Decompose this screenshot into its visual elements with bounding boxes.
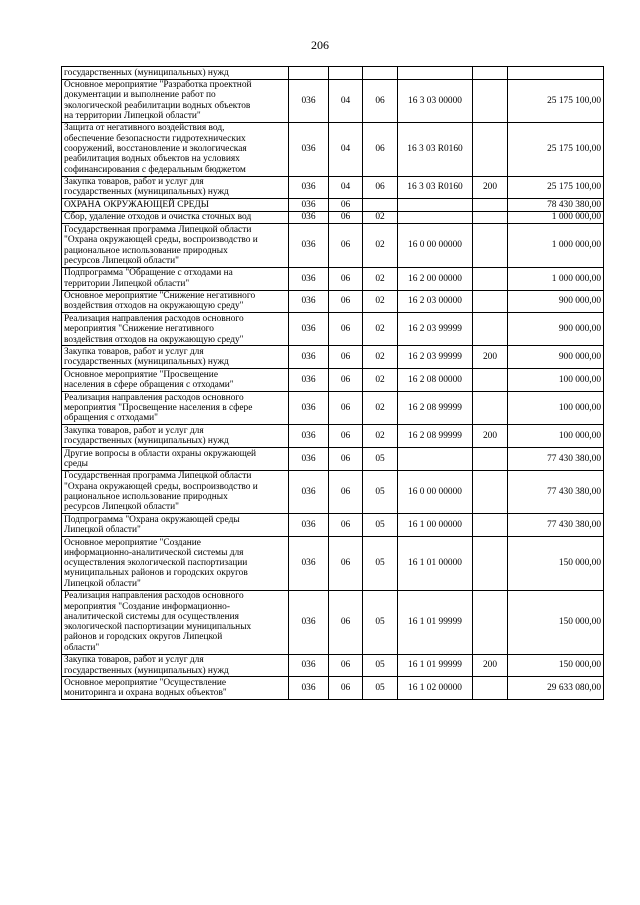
table-row (62, 654, 604, 677)
section-code-cell: 06 (329, 290, 363, 313)
amount-cell: 100 000,00 (508, 369, 604, 392)
item-name-line: государственных (муниципальных) нужд (64, 665, 229, 676)
table-row (62, 176, 604, 199)
item-name-line: рациональное использование природных (64, 491, 228, 502)
expense-type-cell (473, 290, 508, 313)
expense-type-cell (473, 67, 508, 80)
section-code-cell: 06 (329, 211, 363, 224)
amount-cell: 1 000 000,00 (508, 211, 604, 224)
item-name-line: софинансирования с федеральным бюджетом (64, 164, 246, 175)
expense-type-cell (473, 79, 508, 122)
table-row (62, 224, 604, 267)
subsection-code-cell: 05 (363, 470, 398, 513)
table-row (62, 313, 604, 346)
table-row (62, 425, 604, 448)
target-article-cell: 16 2 08 00000 (398, 369, 473, 392)
section-code-cell: 04 (329, 79, 363, 122)
item-name-line: реабилитация водных объектов на условиях (64, 154, 240, 165)
item-name-line: информационно-аналитической системы для (64, 547, 244, 558)
item-name-line: Основное мероприятие "Разработка проектной (64, 80, 252, 91)
item-name-cell (62, 470, 289, 513)
grbs-code-cell: 036 (289, 290, 329, 313)
item-name-line: Реализация направления расходов основного (64, 392, 244, 403)
subsection-code-cell: 06 (363, 176, 398, 199)
item-name-line: государственных (муниципальных) нужд (64, 187, 229, 198)
subsection-code-cell: 02 (363, 211, 398, 224)
amount-cell: 900 000,00 (508, 313, 604, 346)
subsection-code-cell: 05 (363, 590, 398, 654)
item-name-line: Реализация направления расходов основного (64, 313, 244, 324)
expense-type-cell (473, 369, 508, 392)
table-row (62, 470, 604, 513)
subsection-code-cell: 06 (363, 79, 398, 122)
amount-cell: 25 175 100,00 (508, 79, 604, 122)
amount-cell: 150 000,00 (508, 536, 604, 590)
table-row (62, 211, 604, 224)
subsection-code-cell (363, 67, 398, 80)
budget-table (61, 66, 604, 700)
grbs-code-cell: 036 (289, 425, 329, 448)
amount-cell (508, 67, 604, 80)
subsection-code-cell: 02 (363, 267, 398, 290)
target-article-cell: 16 0 00 00000 (398, 470, 473, 513)
item-name-line: Подпрограмма "Охрана окружающей среды (64, 514, 240, 525)
item-name-line: ОХРАНА ОКРУЖАЮЩЕЙ СРЕДЫ (64, 199, 209, 210)
item-name-cell (62, 199, 289, 212)
item-name-line: на территории Липецкой области" (64, 110, 201, 121)
item-name-line: Основное мероприятие "Создание (64, 537, 201, 548)
subsection-code-cell: 02 (363, 425, 398, 448)
item-name-cell (62, 211, 289, 224)
page-number: 206 (311, 38, 329, 52)
target-article-cell: 16 1 00 00000 (398, 514, 473, 537)
item-name-line: Сбор, удаление отходов и очистка сточных вод (64, 212, 252, 223)
grbs-code-cell: 036 (289, 447, 329, 470)
item-name-line: "Охрана окружающей среды, воспроизводство и (64, 481, 258, 492)
table-row (62, 267, 604, 290)
item-name-cell (62, 590, 289, 654)
section-code-cell: 06 (329, 514, 363, 537)
target-article-cell: 16 2 08 99999 (398, 425, 473, 448)
amount-cell: 77 430 380,00 (508, 514, 604, 537)
target-article-cell: 16 1 01 99999 (398, 654, 473, 677)
item-name-line: Закупка товаров, работ и услуг для (64, 177, 204, 188)
target-article-cell: 16 0 00 00000 (398, 224, 473, 267)
section-code-cell: 06 (329, 392, 363, 425)
grbs-code-cell: 036 (289, 313, 329, 346)
subsection-code-cell: 02 (363, 392, 398, 425)
section-code-cell: 04 (329, 176, 363, 199)
target-article-cell: 16 1 02 00000 (398, 677, 473, 700)
table-row (62, 447, 604, 470)
expense-type-cell (473, 211, 508, 224)
amount-cell: 1 000 000,00 (508, 267, 604, 290)
item-name-line: рациональное использование природных (64, 245, 228, 256)
section-code-cell: 06 (329, 199, 363, 212)
subsection-code-cell: 05 (363, 536, 398, 590)
grbs-code-cell: 036 (289, 176, 329, 199)
subsection-code-cell: 02 (363, 313, 398, 346)
target-article-cell (398, 211, 473, 224)
item-name-line: государственных (муниципальных) нужд (64, 67, 229, 78)
expense-type-cell (473, 313, 508, 346)
item-name-line: обращения с отходами" (64, 413, 158, 424)
item-name-line: Защита от негативного воздействия вод, (64, 123, 225, 134)
subsection-code-cell: 05 (363, 654, 398, 677)
item-name-cell (62, 447, 289, 470)
section-code-cell: 06 (329, 313, 363, 346)
item-name-line: воздействия отходов на окружающую среду" (64, 301, 244, 312)
item-name-line: Другие вопросы в области охраны окружающей (64, 448, 257, 459)
item-name-line: Основное мероприятие "Просвещение (64, 369, 218, 380)
grbs-code-cell: 036 (289, 224, 329, 267)
budget-table-body (62, 67, 604, 700)
amount-cell: 100 000,00 (508, 392, 604, 425)
target-article-cell: 16 2 03 00000 (398, 290, 473, 313)
item-name-line: экологической паспортизации муниципальных (64, 622, 252, 633)
item-name-line: Государственная программа Липецкой области (64, 471, 252, 482)
amount-cell: 900 000,00 (508, 290, 604, 313)
item-name-cell (62, 290, 289, 313)
item-name-line: среды (64, 458, 88, 469)
item-name-line: ресурсов Липецкой области" (64, 255, 179, 266)
target-article-cell: 16 3 03 00000 (398, 79, 473, 122)
grbs-code-cell: 036 (289, 536, 329, 590)
item-name-cell (62, 67, 289, 80)
section-code-cell: 06 (329, 267, 363, 290)
grbs-code-cell: 036 (289, 199, 329, 212)
subsection-code-cell: 05 (363, 514, 398, 537)
expense-type-cell: 200 (473, 425, 508, 448)
grbs-code-cell: 036 (289, 122, 329, 176)
item-name-line: "Охрана окружающей среды, воспроизводство и (64, 235, 258, 246)
table-row (62, 199, 604, 212)
amount-cell: 78 430 380,00 (508, 199, 604, 212)
item-name-line: Государственная программа Липецкой области (64, 224, 252, 235)
amount-cell: 1 000 000,00 (508, 224, 604, 267)
item-name-line: мероприятия "Создание информационно- (64, 601, 230, 612)
subsection-code-cell: 05 (363, 677, 398, 700)
expense-type-cell: 200 (473, 346, 508, 369)
item-name-line: осуществления экологической паспортизации (64, 558, 248, 569)
item-name-cell (62, 79, 289, 122)
expense-type-cell (473, 590, 508, 654)
item-name-line: сооружений, восстановление и экологическая (64, 144, 247, 155)
item-name-line: аналитической системы для осуществления (64, 611, 239, 622)
expense-type-cell (473, 224, 508, 267)
grbs-code-cell: 036 (289, 470, 329, 513)
item-name-cell (62, 392, 289, 425)
expense-type-cell (473, 392, 508, 425)
item-name-line: Закупка товаров, работ и услуг для (64, 655, 204, 666)
grbs-code-cell: 036 (289, 346, 329, 369)
item-name-line: мероприятия "Просвещение населения в сфере (64, 402, 253, 413)
subsection-code-cell: 02 (363, 290, 398, 313)
amount-cell: 77 430 380,00 (508, 470, 604, 513)
section-code-cell: 06 (329, 425, 363, 448)
target-article-cell (398, 199, 473, 212)
target-article-cell (398, 67, 473, 80)
table-row (62, 122, 604, 176)
section-code-cell: 06 (329, 447, 363, 470)
grbs-code-cell: 036 (289, 369, 329, 392)
grbs-code-cell: 036 (289, 514, 329, 537)
amount-cell: 29 633 080,00 (508, 677, 604, 700)
amount-cell: 25 175 100,00 (508, 122, 604, 176)
item-name-line: Закупка товаров, работ и услуг для (64, 425, 204, 436)
subsection-code-cell: 02 (363, 224, 398, 267)
table-row (62, 514, 604, 537)
expense-type-cell (473, 447, 508, 470)
item-name-line: документации и выполнение работ по (64, 90, 216, 101)
item-name-cell (62, 267, 289, 290)
item-name-cell (62, 346, 289, 369)
item-name-line: мероприятия "Снижение негативного (64, 324, 214, 335)
item-name-line: экологической реабилитации водных объектов (64, 100, 251, 111)
item-name-cell (62, 122, 289, 176)
item-name-line: обеспечение безопасности гидротехнических (64, 133, 246, 144)
amount-cell: 25 175 100,00 (508, 176, 604, 199)
section-code-cell: 06 (329, 677, 363, 700)
expense-type-cell (473, 514, 508, 537)
item-name-line: Липецкой области" (64, 525, 141, 536)
grbs-code-cell: 036 (289, 392, 329, 425)
item-name-cell (62, 654, 289, 677)
section-code-cell: 06 (329, 346, 363, 369)
item-name-line: государственных (муниципальных) нужд (64, 436, 229, 447)
item-name-cell (62, 224, 289, 267)
grbs-code-cell: 036 (289, 267, 329, 290)
section-code-cell (329, 67, 363, 80)
expense-type-cell (473, 199, 508, 212)
section-code-cell: 06 (329, 654, 363, 677)
item-name-cell (62, 425, 289, 448)
table-row (62, 392, 604, 425)
item-name-line: территории Липецкой области" (64, 278, 190, 289)
item-name-line: Основное мероприятие "Осуществление (64, 678, 227, 688)
target-article-cell (398, 447, 473, 470)
expense-type-cell (473, 122, 508, 176)
item-name-line: районов и городских округов Липецкой (64, 632, 223, 643)
item-name-line: муниципальных районов и городских округов (64, 568, 248, 579)
item-name-cell (62, 176, 289, 199)
target-article-cell: 16 3 03 R0160 (398, 122, 473, 176)
subsection-code-cell: 02 (363, 369, 398, 392)
section-code-cell: 06 (329, 470, 363, 513)
expense-type-cell: 200 (473, 654, 508, 677)
grbs-code-cell: 036 (289, 211, 329, 224)
subsection-code-cell (363, 199, 398, 212)
expense-type-cell (473, 267, 508, 290)
table-row (62, 536, 604, 590)
item-name-line: мониторинга и охрана водных объектов" (64, 688, 227, 699)
item-name-line: ресурсов Липецкой области" (64, 502, 179, 513)
target-article-cell: 16 1 01 00000 (398, 536, 473, 590)
item-name-cell (62, 369, 289, 392)
section-code-cell: 06 (329, 590, 363, 654)
grbs-code-cell: 036 (289, 590, 329, 654)
item-name-cell (62, 536, 289, 590)
subsection-code-cell: 02 (363, 346, 398, 369)
item-name-line: Основное мероприятие "Снижение негативного (64, 291, 256, 302)
subsection-code-cell: 05 (363, 447, 398, 470)
item-name-cell (62, 514, 289, 537)
item-name-line: Подпрограмма "Обращение с отходами на (64, 268, 233, 279)
amount-cell: 150 000,00 (508, 590, 604, 654)
item-name-cell (62, 313, 289, 346)
table-row (62, 590, 604, 654)
table-row (62, 369, 604, 392)
amount-cell: 150 000,00 (508, 654, 604, 677)
item-name-line: области" (64, 642, 100, 653)
grbs-code-cell (289, 67, 329, 80)
table-row (62, 290, 604, 313)
amount-cell: 900 000,00 (508, 346, 604, 369)
grbs-code-cell: 036 (289, 654, 329, 677)
amount-cell: 77 430 380,00 (508, 447, 604, 470)
target-article-cell: 16 2 00 00000 (398, 267, 473, 290)
item-name-line: воздействия отходов на окружающую среду" (64, 334, 244, 345)
item-name-cell (62, 677, 289, 700)
item-name-line: населения в сфере обращения с отходами" (64, 380, 234, 391)
table-row (62, 677, 604, 700)
item-name-line: Закупка товаров, работ и услуг для (64, 347, 204, 358)
target-article-cell: 16 1 01 99999 (398, 590, 473, 654)
section-code-cell: 04 (329, 122, 363, 176)
target-article-cell: 16 2 03 99999 (398, 313, 473, 346)
amount-cell: 100 000,00 (508, 425, 604, 448)
item-name-line: Липецкой области" (64, 578, 141, 589)
section-code-cell: 06 (329, 536, 363, 590)
subsection-code-cell: 06 (363, 122, 398, 176)
expense-type-cell (473, 677, 508, 700)
grbs-code-cell: 036 (289, 79, 329, 122)
section-code-cell: 06 (329, 224, 363, 267)
expense-type-cell: 200 (473, 176, 508, 199)
target-article-cell: 16 2 08 99999 (398, 392, 473, 425)
grbs-code-cell: 036 (289, 677, 329, 700)
table-row (62, 67, 604, 80)
expense-type-cell (473, 470, 508, 513)
item-name-line: Реализация направления расходов основного (64, 591, 244, 602)
target-article-cell: 16 3 03 R0160 (398, 176, 473, 199)
table-row (62, 346, 604, 369)
item-name-line: государственных (муниципальных) нужд (64, 357, 229, 368)
target-article-cell: 16 2 03 99999 (398, 346, 473, 369)
section-code-cell: 06 (329, 369, 363, 392)
table-row (62, 79, 604, 122)
expense-type-cell (473, 536, 508, 590)
